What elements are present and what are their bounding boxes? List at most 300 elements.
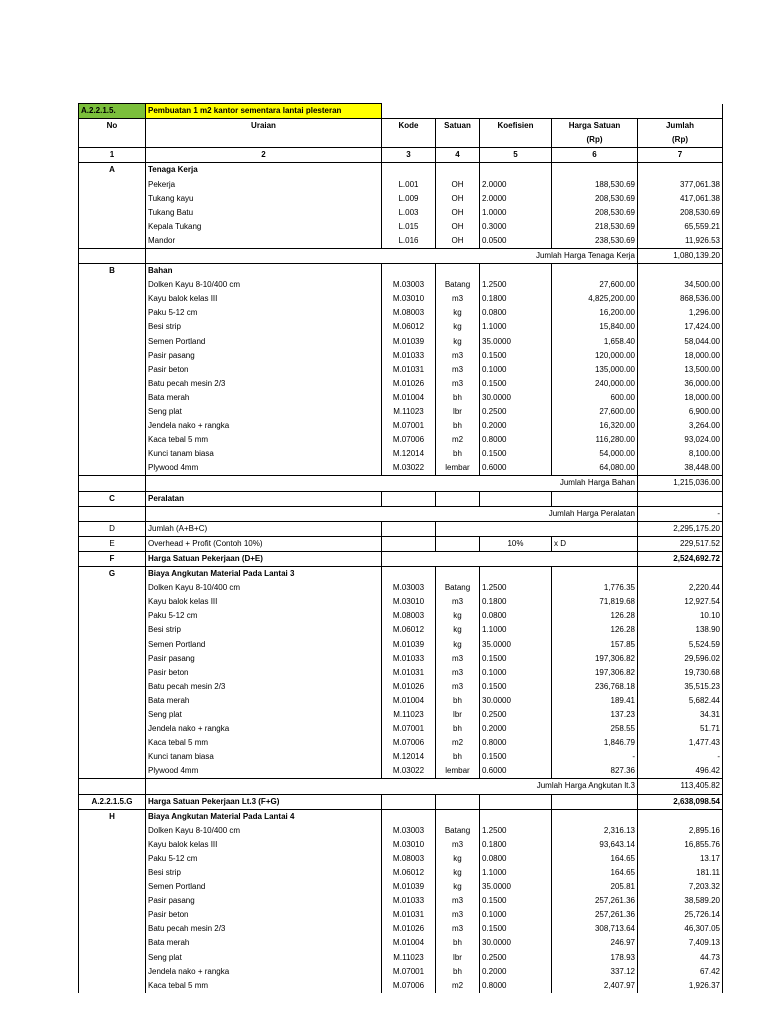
margin-cell (723, 521, 752, 536)
satuan-cell: kg (436, 866, 480, 880)
no-cell (79, 461, 146, 476)
item-row (79, 320, 752, 334)
no-cell (79, 349, 146, 363)
subtotal-no (79, 476, 146, 491)
jumlah-cell: 7,409.13 (638, 936, 723, 950)
satuan-cell: m3 (436, 363, 480, 377)
koefisien-cell: 0.2500 (480, 951, 552, 965)
koefisien-cell: 0.2500 (480, 405, 552, 419)
header-no: No (79, 119, 146, 134)
jumlah-cell: 11,926.53 (638, 234, 723, 249)
item-row (79, 936, 752, 950)
jumlah-cell: 3,264.00 (638, 419, 723, 433)
jumlah-cell: 1,477.43 (638, 736, 723, 750)
satuan-cell: kg (436, 320, 480, 334)
kode-cell: L.003 (382, 206, 436, 220)
group-title: Biaya Angkutan Material Pada Lantai 3 (146, 567, 382, 582)
margin-cell (723, 506, 752, 521)
cell (436, 491, 480, 506)
koefisien-cell: 0.2000 (480, 965, 552, 979)
kode-cell: M.01004 (382, 391, 436, 405)
jumlah-cell: 6,900.00 (638, 405, 723, 419)
header-harga-satuan: Harga Satuan (552, 119, 638, 134)
koefisien-cell: 0.0800 (480, 609, 552, 623)
group-title: Bahan (146, 264, 382, 279)
cell (382, 551, 436, 566)
cell (480, 567, 552, 582)
jumlah-cell: 868,536.00 (638, 292, 723, 306)
uraian-cell: Kaca tebal 5 mm (146, 433, 382, 447)
kode-cell: L.009 (382, 192, 436, 206)
row-d-label: Jumlah (A+B+C) (146, 521, 382, 536)
uraian-cell: Bata merah (146, 936, 382, 950)
kode-cell: M.08003 (382, 609, 436, 623)
item-row (79, 335, 752, 349)
jumlah-cell: 208,530.69 (638, 206, 723, 220)
harga-cell: 15,840.00 (552, 320, 638, 334)
satuan-cell: m3 (436, 595, 480, 609)
cell (480, 491, 552, 506)
jumlah-cell: 417,061.38 (638, 192, 723, 206)
margin-cell (723, 551, 752, 566)
satuan-cell: bh (436, 391, 480, 405)
koefisien-cell: 0.1800 (480, 595, 552, 609)
satuan-cell: OH (436, 220, 480, 234)
kode-cell: M.08003 (382, 852, 436, 866)
uraian-cell: Dolken Kayu 8-10/400 cm (146, 824, 382, 838)
header-jumlah-unit: (Rp) (638, 133, 723, 148)
margin-cell (723, 824, 752, 838)
harga-cell: 16,200.00 (552, 306, 638, 320)
item-row (79, 708, 752, 722)
koefisien-cell: 0.1500 (480, 447, 552, 461)
uraian-cell: Jendela nako + rangka (146, 722, 382, 736)
margin-cell (723, 461, 752, 476)
kode-cell: M.01039 (382, 880, 436, 894)
margin-cell (723, 736, 752, 750)
margin-cell (723, 750, 752, 764)
uraian-cell: Kepala Tukang (146, 220, 382, 234)
no-cell (79, 824, 146, 838)
koefisien-cell: 0.2000 (480, 419, 552, 433)
kode-cell: M.01033 (382, 652, 436, 666)
no-cell (79, 391, 146, 405)
satuan-cell: lbr (436, 708, 480, 722)
uraian-cell: Bata merah (146, 694, 382, 708)
row-g-total-label: Harga Satuan Pekerjaan Lt.3 (F+G) (146, 794, 382, 809)
satuan-cell: bh (436, 965, 480, 979)
harga-cell: 188,530.69 (552, 177, 638, 191)
satuan-cell: bh (436, 750, 480, 764)
cell (382, 264, 436, 279)
jumlah-cell: 19,730.68 (638, 666, 723, 680)
uraian-cell: Paku 5-12 cm (146, 852, 382, 866)
koefisien-cell: 2.0000 (480, 177, 552, 191)
kode-cell: M.07006 (382, 433, 436, 447)
satuan-cell: kg (436, 609, 480, 623)
header-koefisien: Koefisien (480, 119, 552, 134)
kode-cell: M.01026 (382, 680, 436, 694)
satuan-cell: m3 (436, 652, 480, 666)
kode-cell: M.01039 (382, 637, 436, 651)
item-row (79, 377, 752, 391)
margin-cell (723, 666, 752, 680)
cell (382, 521, 436, 536)
koefisien-cell: 0.2500 (480, 708, 552, 722)
header-uraian: Uraian (146, 119, 382, 134)
uraian-cell: Besi strip (146, 866, 382, 880)
header-row-2 (79, 133, 752, 148)
kode-cell: L.015 (382, 220, 436, 234)
satuan-cell: m3 (436, 292, 480, 306)
group-title: Biaya Angkutan Material Pada Lantai 4 (146, 809, 382, 824)
uraian-cell: Jendela nako + rangka (146, 419, 382, 433)
item-row (79, 666, 752, 680)
koefisien-cell: 1.0000 (480, 206, 552, 220)
jumlah-cell: 1,926.37 (638, 979, 723, 993)
harga-cell: 308,713.64 (552, 922, 638, 936)
uraian-cell: Plywood 4mm (146, 461, 382, 476)
item-row (79, 447, 752, 461)
item-row (79, 292, 752, 306)
satuan-cell: lbr (436, 951, 480, 965)
koefisien-cell: 0.1500 (480, 922, 552, 936)
subtotal-label: Jumlah Harga Peralatan (146, 506, 638, 521)
satuan-cell: OH (436, 192, 480, 206)
cell (436, 809, 480, 824)
uraian-cell: Seng plat (146, 708, 382, 722)
cell (436, 551, 480, 566)
row-g-total (79, 794, 752, 809)
cell (480, 163, 552, 178)
row-e (79, 536, 752, 551)
item-row (79, 306, 752, 320)
uraian-cell: Dolken Kayu 8-10/400 cm (146, 581, 382, 595)
jumlah-cell: 7,203.32 (638, 880, 723, 894)
margin-cell (723, 148, 752, 163)
no-cell (79, 722, 146, 736)
group-c-subtotal-row (79, 506, 752, 521)
harga-cell: 137.23 (552, 708, 638, 722)
harga-cell: 71,819.68 (552, 595, 638, 609)
harga-cell: 120,000.00 (552, 349, 638, 363)
koefisien-cell: 0.1000 (480, 908, 552, 922)
cell (480, 551, 552, 566)
margin-cell (723, 391, 752, 405)
cell (638, 809, 723, 824)
margin-cell (723, 680, 752, 694)
harga-cell: 337.12 (552, 965, 638, 979)
cell (552, 809, 638, 824)
jumlah-cell: 36,000.00 (638, 377, 723, 391)
harga-cell: 257,261.36 (552, 894, 638, 908)
header-jumlah: Jumlah (638, 119, 723, 134)
uraian-cell: Tukang Batu (146, 206, 382, 220)
margin-cell (723, 922, 752, 936)
harga-cell: 236,768.18 (552, 680, 638, 694)
row-d (79, 521, 752, 536)
margin-cell (723, 866, 752, 880)
jumlah-cell: 10.10 (638, 609, 723, 623)
uraian-cell: Kaca tebal 5 mm (146, 979, 382, 993)
margin-cell (723, 292, 752, 306)
header-kode: Kode (382, 119, 436, 134)
header-row-1 (79, 119, 752, 134)
item-row (79, 192, 752, 206)
kode-cell: M.03010 (382, 292, 436, 306)
no-cell (79, 220, 146, 234)
item-row (79, 880, 752, 894)
harga-cell: 197,306.82 (552, 652, 638, 666)
kode-cell: L.001 (382, 177, 436, 191)
group-a-title-row (79, 163, 752, 178)
harga-cell: 64,080.00 (552, 461, 638, 476)
harga-cell: 258.55 (552, 722, 638, 736)
column-number: 1 (79, 148, 146, 163)
uraian-cell: Pasir pasang (146, 652, 382, 666)
jumlah-cell: 8,100.00 (638, 447, 723, 461)
uraian-cell: Kunci tanam biasa (146, 447, 382, 461)
no-cell (79, 922, 146, 936)
satuan-cell: m3 (436, 349, 480, 363)
item-row (79, 461, 752, 476)
no-cell (79, 736, 146, 750)
uraian-cell: Pasir beton (146, 908, 382, 922)
satuan-cell: Batang (436, 824, 480, 838)
margin-cell (723, 433, 752, 447)
kode-cell: M.07001 (382, 419, 436, 433)
margin-cell (723, 405, 752, 419)
item-row (79, 852, 752, 866)
koefisien-cell: 1.2500 (480, 824, 552, 838)
jumlah-cell: 2,220.44 (638, 581, 723, 595)
no-cell (79, 764, 146, 779)
cell (638, 163, 723, 178)
no-cell (79, 595, 146, 609)
jumlah-cell: 35,515.23 (638, 680, 723, 694)
cell (382, 809, 436, 824)
cell (436, 567, 480, 582)
no-cell (79, 234, 146, 249)
column-number: 5 (480, 148, 552, 163)
jumlah-cell: 18,000.00 (638, 349, 723, 363)
row-f-label: Harga Satuan Pekerjaan (D+E) (146, 551, 382, 566)
margin-cell (723, 965, 752, 979)
margin-cell (723, 779, 752, 794)
satuan-cell: m3 (436, 680, 480, 694)
harga-cell: 238,530.69 (552, 234, 638, 249)
margin-cell (723, 163, 752, 178)
margin-cell (723, 894, 752, 908)
margin-cell (723, 979, 752, 993)
uraian-cell: Semen Portland (146, 637, 382, 651)
koefisien-cell: 0.3000 (480, 220, 552, 234)
margin-cell (723, 809, 752, 824)
margin-cell (723, 936, 752, 950)
kode-cell: M.03022 (382, 764, 436, 779)
subtotal-no (79, 506, 146, 521)
satuan-cell: m3 (436, 666, 480, 680)
koefisien-cell: 35.0000 (480, 335, 552, 349)
kode-cell: M.03003 (382, 278, 436, 292)
margin-cell (723, 623, 752, 637)
uraian-cell: Batu pecah mesin 2/3 (146, 680, 382, 694)
item-row (79, 595, 752, 609)
margin-cell (723, 694, 752, 708)
section-title-row (79, 104, 752, 119)
uraian-cell: Batu pecah mesin 2/3 (146, 922, 382, 936)
margin-cell (723, 119, 752, 134)
cell (436, 133, 480, 148)
harga-cell: 27,600.00 (552, 278, 638, 292)
group-no: G (79, 567, 146, 582)
no-cell (79, 880, 146, 894)
koefisien-cell: 30.0000 (480, 936, 552, 950)
kode-cell: M.03010 (382, 838, 436, 852)
item-row (79, 652, 752, 666)
margin-cell (723, 363, 752, 377)
koefisien-cell: 0.6000 (480, 461, 552, 476)
harga-cell: 257,261.36 (552, 908, 638, 922)
item-row (79, 908, 752, 922)
koefisien-cell: 1.1000 (480, 866, 552, 880)
group-g-subtotal-row (79, 779, 752, 794)
no-cell (79, 581, 146, 595)
item-row (79, 965, 752, 979)
item-row (79, 581, 752, 595)
cell (552, 104, 638, 119)
row-d-no: D (79, 521, 146, 536)
harga-cell: 189.41 (552, 694, 638, 708)
cell (552, 521, 638, 536)
margin-cell (723, 794, 752, 809)
no-cell (79, 320, 146, 334)
margin-cell (723, 306, 752, 320)
satuan-cell: m2 (436, 433, 480, 447)
kode-cell: M.01031 (382, 908, 436, 922)
section-code: A.2.2.1.5. (79, 104, 146, 119)
margin-cell (723, 419, 752, 433)
item-row (79, 405, 752, 419)
koefisien-cell: 0.0800 (480, 306, 552, 320)
jumlah-cell: 51.71 (638, 722, 723, 736)
no-cell (79, 447, 146, 461)
harga-cell: 1,776.35 (552, 581, 638, 595)
satuan-cell: m3 (436, 377, 480, 391)
subtotal-value: 113,405.82 (638, 779, 723, 794)
subtotal-no (79, 248, 146, 263)
margin-cell (723, 491, 752, 506)
uraian-cell: Jendela nako + rangka (146, 965, 382, 979)
margin-cell (723, 708, 752, 722)
item-row (79, 220, 752, 234)
column-number: 4 (436, 148, 480, 163)
jumlah-cell: 29,596.02 (638, 652, 723, 666)
item-row (79, 609, 752, 623)
cell (638, 264, 723, 279)
group-no: A (79, 163, 146, 178)
no-cell (79, 192, 146, 206)
koefisien-cell: 1.1000 (480, 623, 552, 637)
no-cell (79, 936, 146, 950)
group-a-subtotal-row (79, 248, 752, 263)
cell (382, 794, 436, 809)
no-cell (79, 894, 146, 908)
koefisien-cell: 35.0000 (480, 880, 552, 894)
harga-cell: 2,316.13 (552, 824, 638, 838)
kode-cell: M.01039 (382, 335, 436, 349)
jumlah-cell: 34,500.00 (638, 278, 723, 292)
koefisien-cell: 0.8000 (480, 736, 552, 750)
koefisien-cell: 35.0000 (480, 637, 552, 651)
item-row (79, 922, 752, 936)
row-e-label: Overhead + Profit (Contoh 10%) (146, 536, 382, 551)
harga-cell: 135,000.00 (552, 363, 638, 377)
satuan-cell: lbr (436, 405, 480, 419)
kode-cell: M.12014 (382, 447, 436, 461)
item-row (79, 623, 752, 637)
cell (552, 794, 638, 809)
satuan-cell: OH (436, 206, 480, 220)
kode-cell: M.03022 (382, 461, 436, 476)
satuan-cell: kg (436, 880, 480, 894)
margin-cell (723, 320, 752, 334)
uraian-cell: Seng plat (146, 951, 382, 965)
margin-cell (723, 838, 752, 852)
kode-cell: M.07006 (382, 979, 436, 993)
kode-cell: M.01033 (382, 894, 436, 908)
harga-cell: 205.81 (552, 880, 638, 894)
jumlah-cell: 93,024.00 (638, 433, 723, 447)
margin-cell (723, 206, 752, 220)
margin-cell (723, 476, 752, 491)
item-row (79, 694, 752, 708)
jumlah-cell: 17,424.00 (638, 320, 723, 334)
koefisien-cell: 0.1800 (480, 292, 552, 306)
uraian-cell: Paku 5-12 cm (146, 609, 382, 623)
group-title: Peralatan (146, 491, 382, 506)
satuan-cell: bh (436, 722, 480, 736)
satuan-cell: m3 (436, 838, 480, 852)
margin-cell (723, 377, 752, 391)
kode-cell: M.01033 (382, 349, 436, 363)
harga-cell: 240,000.00 (552, 377, 638, 391)
margin-cell (723, 104, 752, 119)
column-number-row (79, 148, 752, 163)
margin-cell (723, 880, 752, 894)
harga-cell: 116,280.00 (552, 433, 638, 447)
cell (79, 133, 146, 148)
koefisien-cell: 0.1800 (480, 838, 552, 852)
no-cell (79, 666, 146, 680)
jumlah-cell: 5,524.59 (638, 637, 723, 651)
koefisien-cell: 0.1000 (480, 666, 552, 680)
uraian-cell: Besi strip (146, 623, 382, 637)
harga-cell: 157.85 (552, 637, 638, 651)
kode-cell: M.03003 (382, 581, 436, 595)
section-title: Pembuatan 1 m2 kantor sementara lantai plesteran (146, 104, 382, 119)
koefisien-cell: 0.2000 (480, 722, 552, 736)
jumlah-cell: - (638, 750, 723, 764)
jumlah-cell: 44.73 (638, 951, 723, 965)
uraian-cell: Tukang kayu (146, 192, 382, 206)
jumlah-cell: 5,682.44 (638, 694, 723, 708)
no-cell (79, 680, 146, 694)
no-cell (79, 708, 146, 722)
harga-cell: 164.65 (552, 866, 638, 880)
cell (480, 809, 552, 824)
subtotal-label: Jumlah Harga Angkutan lt.3 (146, 779, 638, 794)
